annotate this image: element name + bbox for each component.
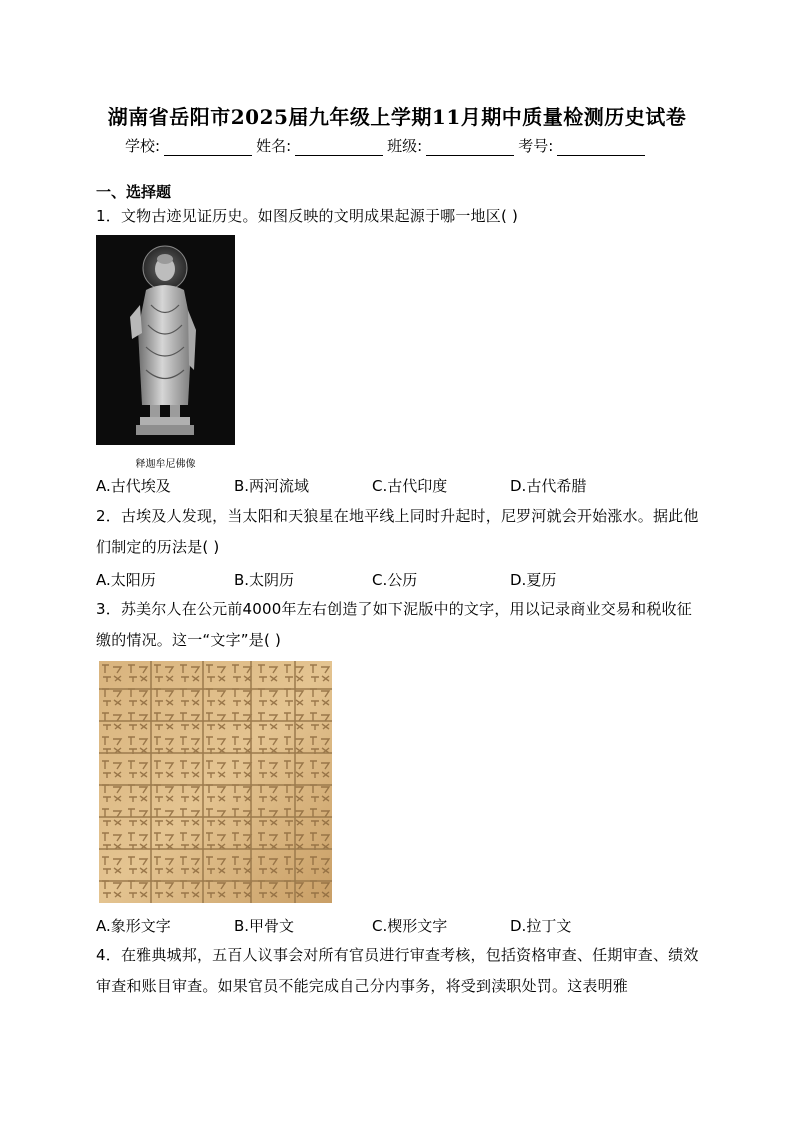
option-d[interactable]: D.夏历: [510, 571, 557, 589]
question-3-text: 3．苏美尔人在公元前4000年左右创造了如下泥版中的文字，用以记录商业交易和税收征缴的情况。这一“文字”是( ): [96, 600, 692, 649]
school-label: 学校:: [125, 137, 161, 155]
question-3-options: [96, 915, 648, 936]
question-4-text: 4．在雅典城邦，五百人议事会对所有官员进行审查考核，包括资格审查、任期审查、绩效审查和账目审查。如果官员不能完成自己分内事务，将受到渎职处罚。这表明雅: [96, 946, 699, 995]
question-1-options: [96, 475, 648, 496]
section-title: 一、选择题: [96, 183, 172, 201]
option-a[interactable]: A.古代埃及: [96, 477, 171, 495]
option-a[interactable]: A.象形文字: [96, 917, 171, 935]
option-d[interactable]: D.拉丁文: [510, 917, 572, 935]
cuneiform-tablet-image: [99, 661, 332, 903]
name-blank[interactable]: [295, 139, 383, 156]
option-a[interactable]: A.太阳历: [96, 571, 156, 589]
buddha-statue-figure: [96, 235, 235, 470]
question-2-options: [96, 569, 648, 590]
exam-number-label: 考号:: [518, 137, 554, 155]
option-d[interactable]: D.古代希腊: [510, 477, 587, 495]
class-blank[interactable]: [426, 139, 514, 156]
option-b[interactable]: B.两河流域: [234, 477, 310, 495]
student-info-row: [125, 135, 649, 156]
option-b[interactable]: B.甲骨文: [234, 917, 295, 935]
question-2-text: 2．古埃及人发现，当太阳和天狼星在地平线上同时升起时，尼罗河就会开始涨水。据此他们制定的历法是( ): [96, 507, 699, 556]
option-c[interactable]: C.公历: [372, 571, 418, 589]
school-field[interactable]: [125, 135, 252, 156]
school-blank[interactable]: [164, 139, 252, 156]
option-c[interactable]: C.楔形文字: [372, 917, 448, 935]
clay-tablet-figure: [99, 661, 332, 903]
class-label: 班级:: [387, 137, 423, 155]
exam-number-field[interactable]: [518, 135, 645, 156]
question-1-text: 1．文物古迹见证历史。如图反映的文明成果起源于哪一地区( ): [96, 207, 519, 225]
buddha-statue-caption: 释迦牟尼佛像: [135, 459, 196, 470]
name-label: 姓名:: [256, 137, 292, 155]
exam-number-blank[interactable]: [557, 139, 645, 156]
class-field[interactable]: [387, 135, 514, 156]
option-c[interactable]: C.古代印度: [372, 477, 448, 495]
buddha-statue-image: [96, 235, 235, 445]
name-field[interactable]: [256, 135, 383, 156]
option-b[interactable]: B.太阴历: [234, 571, 295, 589]
exam-title: 湖南省岳阳市2025届九年级上学期11月期中质量检测历史试卷: [107, 105, 687, 129]
